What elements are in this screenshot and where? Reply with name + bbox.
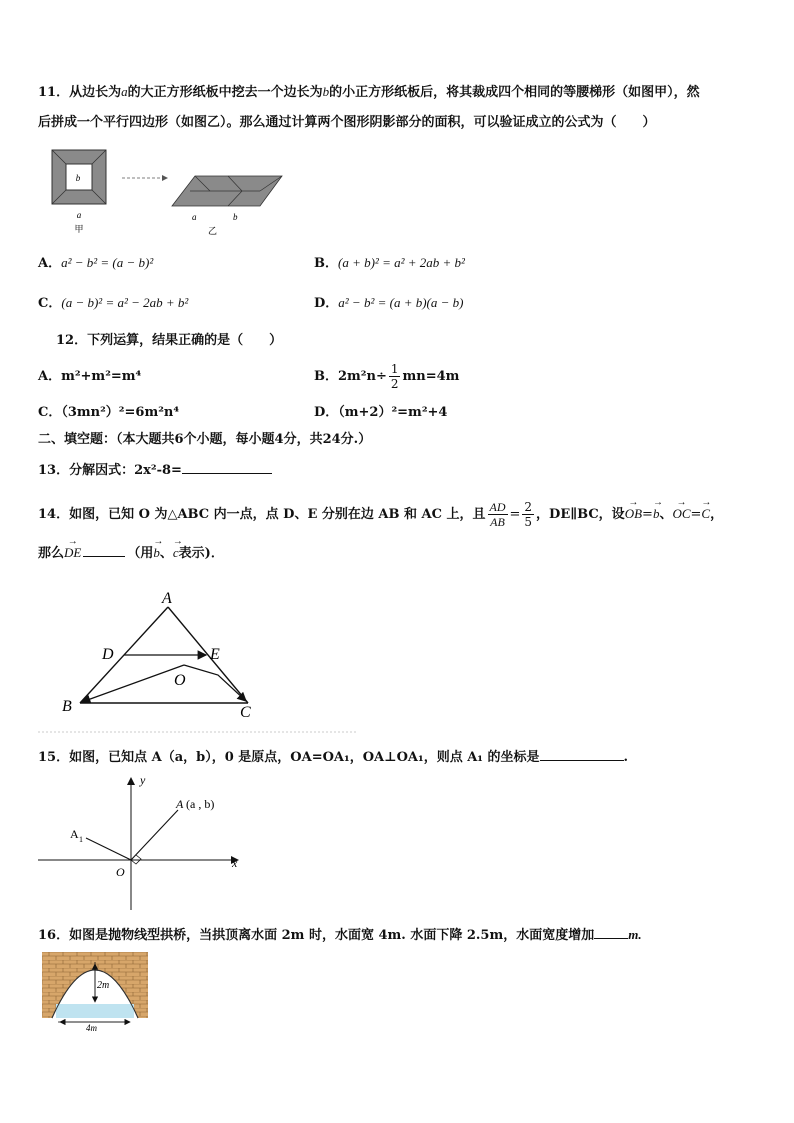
- q12-option-b-post: mn=4m: [402, 369, 460, 384]
- point-a-coord: (a , b): [186, 797, 215, 811]
- q14-line2-post-a: （用: [127, 546, 154, 561]
- q11-option-b-label: B．: [314, 256, 338, 271]
- q14-text-mid: ，DE∥BC，设: [536, 507, 625, 522]
- q11-text-1: 11．从边长为: [38, 85, 122, 100]
- q14-line2-post-b: 表示)．: [178, 546, 224, 561]
- vertex-a: A: [162, 590, 172, 607]
- fraction-numerator: 2: [524, 500, 533, 514]
- q14-line2: [38, 543, 224, 564]
- x-axis-label: x: [232, 856, 238, 870]
- q11-option-a-label: A．: [38, 256, 62, 271]
- q14-line2-sep: 、: [159, 546, 173, 561]
- q12-option-b-fraction: [389, 362, 401, 391]
- q11-var-b: b: [322, 84, 330, 99]
- yi-caption: 乙: [208, 226, 218, 236]
- point-a1-label: A: [70, 827, 79, 841]
- q11-text-3: 的小正方形纸板后，将其裁成四个相同的等腰梯形（如图甲），然: [329, 85, 700, 100]
- q12-option-c-text: （3mn²）²=6m²n⁴: [61, 405, 180, 420]
- q15-stem: 15．如图，已知点 A（a，b），0 是原点，OA=OA₁，OA⊥OA₁，则点 A₁ 的坐标是: [38, 750, 540, 765]
- jia-b-label: b: [75, 173, 81, 183]
- dashed-arrow: [122, 175, 168, 181]
- q14-fraction-2-5: [522, 500, 534, 529]
- q11-option-d-formula: a² − b² = (a + b)(a − b): [338, 295, 464, 310]
- q14-line2-pre: 那么: [38, 546, 65, 561]
- q15: [38, 748, 628, 768]
- q11-option-b[interactable]: [314, 253, 465, 274]
- fraction-denominator: 5: [524, 515, 533, 529]
- vertex-b: B: [62, 698, 72, 715]
- q14-triangle-figure: [38, 585, 368, 735]
- fraction-denominator: AB: [490, 515, 505, 529]
- yi-b-label: b: [233, 212, 238, 222]
- q11-option-a-formula: a² − b² = (a − b)²: [61, 255, 154, 270]
- fraction-denominator: 2: [390, 377, 399, 391]
- q11-figure: [50, 148, 290, 238]
- q16: [38, 925, 642, 946]
- q14-equals: =: [509, 507, 521, 522]
- point-a-label: A: [176, 797, 184, 811]
- q14-vector-oc: → OC: [672, 494, 690, 534]
- q11-option-c-label: C．: [38, 296, 62, 311]
- q14-text-pre: 14．如图，已知 O 为△ABC 内一点，点 D、E 分别在边 AB 和 AC 上，且: [38, 507, 486, 522]
- point-e: E: [210, 646, 220, 663]
- section-2-heading: 二、填空题：（本大题共6个小题，每小题4分，共24分.）: [38, 432, 372, 447]
- q13-stem: 13．分解因式：2x²-8=: [38, 463, 182, 478]
- jia-a-label: a: [76, 210, 82, 220]
- q16-unit: m.: [628, 927, 642, 942]
- q14-line1: [38, 494, 723, 535]
- q12-option-d-text: （m+2）²=m²+4: [338, 405, 448, 420]
- q11-text-2: 的大正方形纸板中挖去一个边长为: [127, 85, 323, 100]
- q12-option-d[interactable]: [314, 403, 447, 423]
- point-a1-subscript: 1: [79, 835, 83, 844]
- q11-option-c-formula: (a − b)² = a² − 2ab + b²: [61, 295, 189, 310]
- yi-a-label: a: [192, 212, 197, 222]
- q14-text-end: ，: [710, 507, 724, 522]
- q12-option-a-text: m²+m²=m⁴: [61, 369, 142, 384]
- q13: [38, 461, 272, 481]
- fraction-numerator: 1: [390, 362, 399, 376]
- y-axis-label: y: [140, 773, 146, 787]
- q11-line1: [38, 82, 700, 103]
- q11-line2: 后拼成一个平行四边形（如图乙）。那么通过计算两个图形阴影部分的面积，可以验证成立的公式为（ ）: [38, 115, 656, 130]
- q12-option-c[interactable]: [38, 403, 179, 423]
- vertex-c: C: [240, 704, 251, 721]
- figure-yi: [172, 176, 282, 236]
- origin-label: O: [116, 865, 125, 879]
- q14-vector-c2: → c: [173, 543, 179, 563]
- q11-option-a[interactable]: [38, 253, 153, 274]
- q14-equals-b: =: [642, 507, 653, 522]
- q14-vector-b2: → b: [153, 543, 160, 563]
- q11-option-d[interactable]: [314, 293, 463, 314]
- q16-arch-bridge-figure: [42, 952, 150, 1032]
- q11-var-a: a: [121, 84, 128, 99]
- q14-equals-c: =: [690, 507, 702, 522]
- fraction-numerator: AD: [489, 500, 506, 514]
- q12-option-d-label: D．: [314, 405, 339, 420]
- q15-end: .: [623, 750, 629, 765]
- arch-height-label: 2m: [97, 980, 110, 991]
- q14-vector-b: → b: [653, 494, 660, 534]
- q12-option-b-label: B．: [314, 369, 338, 384]
- q14-fraction-ad-ab: [488, 500, 508, 529]
- q12-option-b[interactable]: [314, 356, 459, 398]
- q11-option-b-formula: (a + b)² = a² + 2ab + b²: [338, 255, 465, 270]
- point-d: D: [102, 646, 114, 663]
- q13-answer-blank[interactable]: [182, 461, 272, 474]
- q14-vector-ob: → OB: [625, 494, 642, 534]
- q15-answer-blank[interactable]: [540, 748, 624, 761]
- q14-vector-de: → DE: [64, 543, 81, 563]
- q12-option-a[interactable]: [38, 367, 141, 387]
- q16-stem: 16．如图是抛物线型拱桥，当拱顶离水面 2m 时，水面宽 4m. 水面下降 2.5m，水面宽度增加: [38, 928, 595, 943]
- q16-answer-blank[interactable]: [594, 926, 628, 939]
- q15-coordinate-figure: [38, 770, 258, 915]
- q12-option-a-label: A．: [38, 369, 62, 384]
- figure-jia: [52, 150, 106, 234]
- q14-answer-blank[interactable]: [83, 544, 125, 557]
- q11-option-c[interactable]: [38, 293, 188, 314]
- q12-option-b-pre: 2m²n÷: [338, 369, 387, 384]
- water-width-label: 4m: [86, 1023, 97, 1032]
- q11-option-d-label: D．: [314, 296, 339, 311]
- q14-separator: 、: [659, 507, 673, 522]
- q14-vector-c: → C: [701, 494, 710, 534]
- q12-option-c-label: C．: [38, 405, 62, 420]
- q12-stem: 12．下列运算，结果正确的是（ ）: [56, 333, 283, 348]
- jia-caption: 甲: [74, 224, 84, 234]
- point-o: O: [174, 672, 186, 689]
